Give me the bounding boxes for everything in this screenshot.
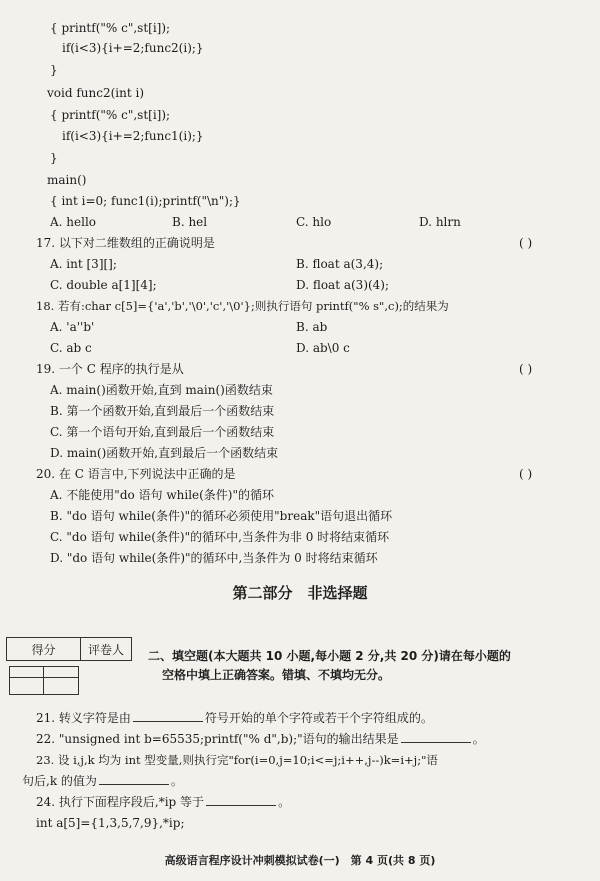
q16-option-c: C. hlo (296, 215, 332, 229)
score-cell (9, 666, 44, 694)
q18-option-a: A. 'a''b' (50, 320, 95, 334)
code-line: { int i=0; func1(i);printf("\n");} (50, 194, 241, 208)
q19-stem: 19. 一个 C 程序的执行是从 (36, 362, 184, 376)
answer-paren: ( ) (519, 467, 533, 481)
q20-stem: 20. 在 C 语言中,下列说法中正确的是 (36, 467, 236, 481)
q22-pre: 22. "unsigned int b=65535;printf("% d",b);"语句的输出结果是 (36, 732, 399, 746)
code-line: { printf("% c",st[i]); (50, 108, 171, 122)
q23-line2 (22, 773, 183, 789)
q18-option-d: D. ab\0 c (296, 341, 350, 355)
q22 (36, 731, 485, 747)
q17-option-b: B. float a(3,4); (296, 257, 384, 271)
section-instructions-line2: 空格中填上正确答案。错填、不填均无分。 (162, 668, 391, 682)
code-line: main() (47, 173, 87, 187)
q17-stem: 17. 以下对二维数组的正确说明是 (36, 236, 215, 250)
code-line: if(i<3){i+=2;func1(i);} (62, 129, 204, 143)
part2-title: 第二部分 非选择题 (232, 584, 368, 602)
q18-option-b: B. ab (296, 320, 328, 334)
q16-option-a: A. hello (50, 215, 97, 229)
q23-line1: 23. 设 i,j,k 均为 int 型变量,则执行完"for(i=0,j=10;i<=j;i++,j--)k=i+j;"语 (36, 753, 438, 767)
q19-option-c: C. 第一个语句开始,直到最后一个函数结束 (50, 425, 275, 439)
q18-stem: 18. 若有:char c[5]={'a','b','\0','c','\0'};则执行语句 printf("% s",c);的结果为 (36, 299, 449, 313)
code-line: } (50, 151, 58, 165)
q16-option-b: B. hel (172, 215, 208, 229)
q17-option-a: A. int [3][]; (50, 257, 117, 271)
answer-blank (206, 794, 276, 806)
section-instructions (148, 647, 568, 685)
answer-paren: ( ) (519, 362, 533, 376)
q24-post: 。 (278, 795, 291, 809)
score-table (6, 637, 132, 680)
score-header: 得分 (7, 638, 81, 661)
q19-option-a: A. main()函数开始,直到 main()函数结束 (50, 383, 273, 397)
answer-blank (401, 731, 471, 743)
q24 (36, 794, 290, 810)
q17-option-d: D. float a(3)(4); (296, 278, 390, 292)
q22-post: 。 (472, 732, 485, 746)
q21-post: 符号开始的单个字符或若干个字符组成的。 (204, 711, 433, 725)
q20-option-a: A. 不能使用"do 语句 while(条件)"的循环 (50, 488, 275, 502)
q16-option-d: D. hlrn (419, 215, 461, 229)
code-line: void func2(int i) (47, 86, 144, 100)
q20-option-b: B. "do 语句 while(条件)"的循环必须使用"break"语句退出循环 (50, 509, 393, 523)
q23-pre: 句后,k 的值为 (22, 774, 97, 788)
answer-blank (99, 773, 169, 785)
answer-paren: ( ) (519, 236, 533, 250)
q20-option-c: C. "do 语句 while(条件)"的循环中,当条件为非 0 时将结束循环 (50, 530, 390, 544)
grader-header: 评卷人 (81, 638, 132, 661)
answer-blank (133, 710, 203, 722)
q18-option-c: C. ab c (50, 341, 92, 355)
q23-post: 。 (170, 774, 183, 788)
q21 (36, 710, 433, 726)
section-instructions-line1: 二、填空题(本大题共 10 小题,每小题 2 分,共 20 分)请在每小题的 (148, 649, 511, 663)
q24-code: int a[5]={1,3,5,7,9},*ip; (36, 816, 185, 830)
q21-pre: 21. 转义字符是由 (36, 711, 131, 725)
q19-option-d: D. main()函数开始,直到最后一个函数结束 (50, 446, 279, 460)
page-footer: 高级语言程序设计冲刺模拟试卷(一) 第 4 页(共 8 页) (164, 854, 436, 867)
code-line: if(i<3){i+=2;func2(i);} (62, 41, 204, 55)
code-line: { printf("% c",st[i]); (50, 21, 171, 35)
q19-option-b: B. 第一个函数开始,直到最后一个函数结束 (50, 404, 275, 418)
code-line: } (50, 63, 58, 77)
q24-pre: 24. 执行下面程序段后,*ip 等于 (36, 795, 205, 809)
grader-cell (44, 666, 79, 694)
q20-option-d: D. "do 语句 while(条件)"的循环中,当条件为 0 时将结束循环 (50, 551, 378, 565)
q17-option-c: C. double a[1][4]; (50, 278, 157, 292)
